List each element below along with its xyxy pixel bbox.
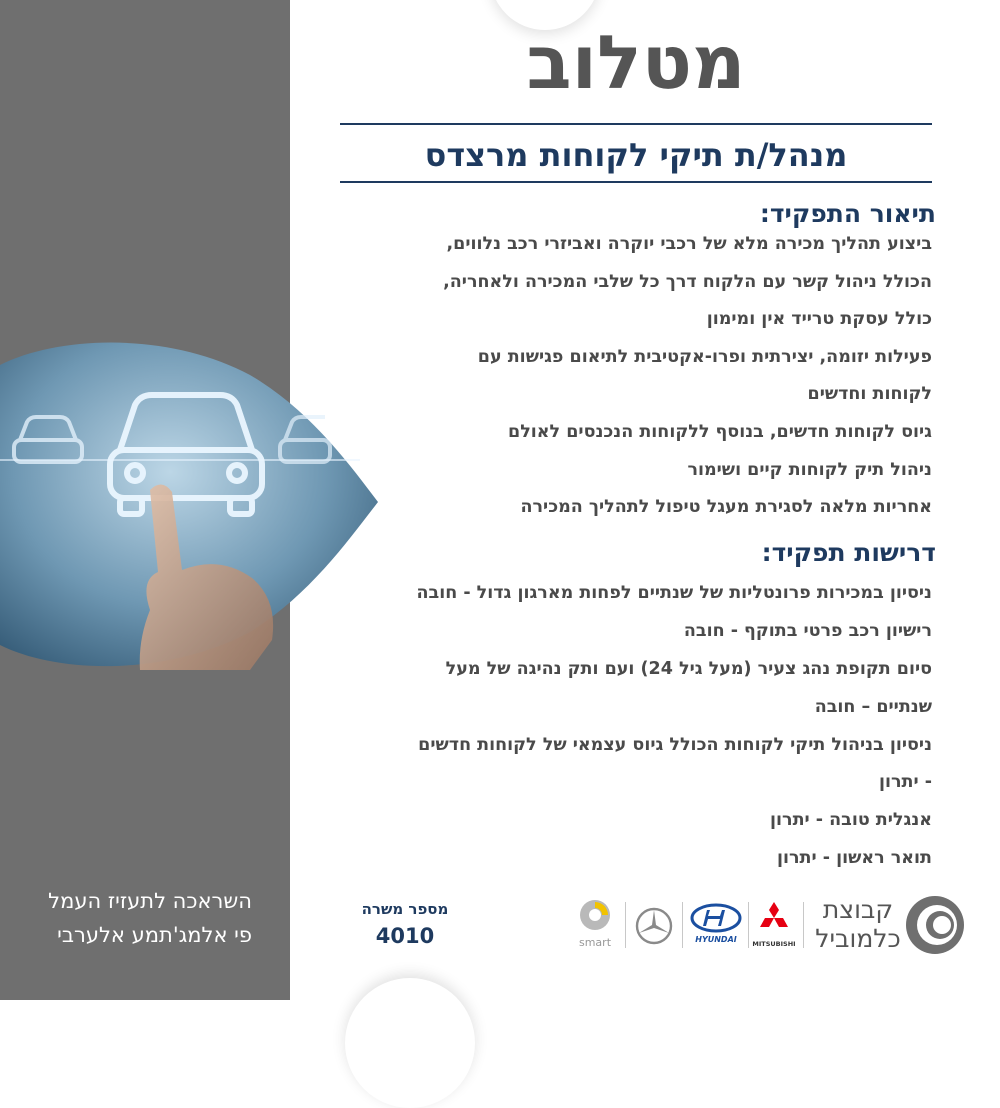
description-line: ביצוע תהליך מכירה מלא של רכבי יוקרה ואביזרי רכב נלווים,: [446, 234, 932, 254]
group-emblem-icon: [904, 894, 966, 956]
requirement-line: סיום תקופת נהג צעיר (מעל גיל 24) ועם ותק נהיגה של מעל: [445, 658, 932, 679]
job-number-label: מספר משרה: [361, 900, 449, 918]
smart-logo: [572, 898, 618, 956]
decorative-bottom-circle: [345, 978, 475, 1108]
hyundai-logo: [688, 902, 744, 952]
group-name-line: קבוצת: [822, 895, 894, 924]
brand-logos-strip: [572, 892, 967, 960]
description-line: גיוס לקוחות חדשים, בנוסף ללקוחות הנכנסים לאולם: [508, 421, 932, 442]
main-title: מטלוב: [526, 20, 746, 106]
smart-icon: [572, 898, 618, 934]
mitsubishi-icon: [750, 900, 798, 938]
requirement-line: שנתיים – חובה: [814, 696, 932, 717]
requirement-line: רישיון רכב פרטי בתוקף - חובה: [683, 620, 932, 641]
requirements-list: [417, 575, 933, 878]
description-line: ניהול תיק לקוחות קיים ושימור: [687, 459, 932, 480]
title-bottom-rule: [340, 181, 932, 183]
description-line: לקוחות וחדשים: [807, 384, 932, 405]
job-title: מנהל/ת תיקי לקוחות מרצדס: [424, 136, 848, 174]
group-name: [808, 895, 908, 953]
partnership-text: [48, 884, 252, 952]
requirement-line: ניסיון בניהול תיקי לקוחות הכולל גיוס עצמאי של לקוחות חדשים: [418, 734, 932, 755]
description-line: אחריות מלאה לסגירת מעגל טיפול לתהליך המכירה: [520, 497, 932, 518]
requirement-line: ניסיון במכירות פרונטליות של שנתיים לפחות מארגון גדול - חובה: [416, 583, 932, 603]
description-heading: תיאור התפקיד:: [759, 199, 936, 228]
touch-car-image: [0, 340, 380, 670]
description-list: [443, 226, 932, 527]
hyundai-icon: [688, 902, 744, 934]
mitsubishi-label: MITSUBISHI: [752, 940, 796, 948]
requirements-heading: דרישות תפקיד:: [761, 538, 936, 567]
group-name-line: כלמוביל: [815, 924, 901, 953]
requirement-line: - יתרון: [878, 772, 932, 793]
mitsubishi-logo: [750, 900, 798, 954]
brand-divider: [682, 902, 683, 948]
title-top-rule: [340, 123, 932, 125]
description-line: כולל עסקת טרייד אין ומימון: [706, 309, 932, 330]
smart-label: smart: [578, 936, 612, 949]
partnership-line: פי אלמג'תמע אלערבי: [57, 923, 252, 947]
mercedes-logo-icon: [634, 906, 674, 946]
brand-divider: [803, 902, 804, 948]
requirement-line: תואר ראשון - יתרון: [777, 848, 932, 869]
brand-divider: [625, 902, 626, 948]
description-line: פעילות יזומה, יצירתית ופרו-אקטיבית לתיאום פגישות עם: [477, 346, 932, 367]
job-number-value: 4010: [375, 924, 435, 948]
hyundai-label: HYUNDAI: [695, 935, 737, 944]
partnership-line: השראכה לתעזיז העמל: [48, 889, 252, 913]
job-number-block: [330, 898, 480, 952]
requirement-line: אנגלית טובה - יתרון: [770, 810, 932, 831]
description-line: הכולל ניהול קשר עם הלקוח דרך כל שלבי המכירה ולאחריה,: [443, 271, 932, 292]
